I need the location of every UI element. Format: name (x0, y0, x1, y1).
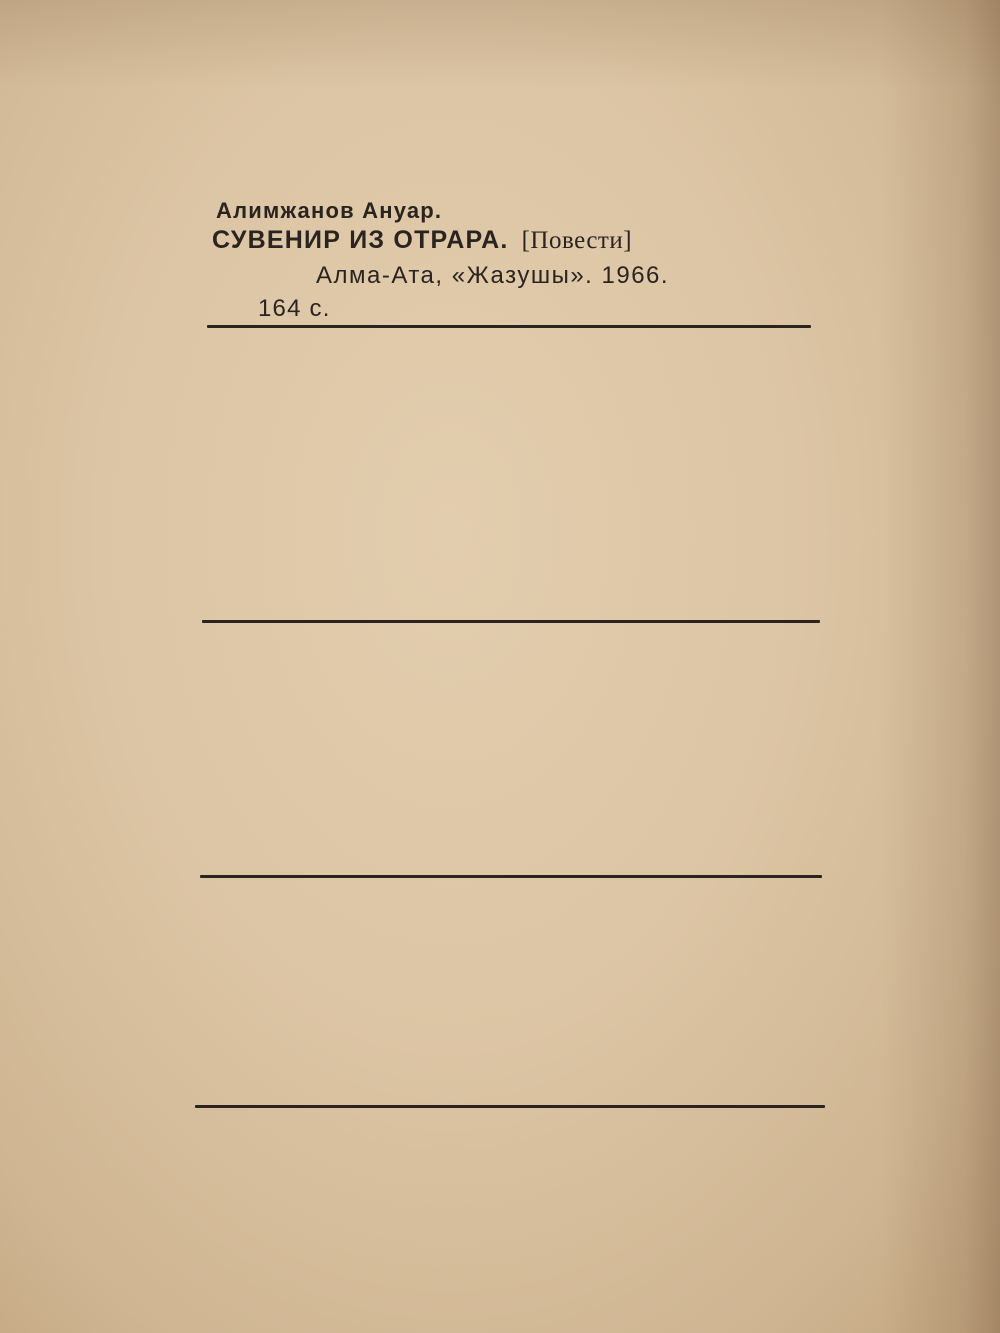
divider-3 (200, 875, 822, 878)
page-shadow-top (0, 0, 1000, 90)
divider-1 (207, 325, 811, 328)
imprint-line: Алма-Ата, «Жазушы». 1966. (316, 262, 670, 289)
page-shadow-right (880, 0, 1000, 1333)
book-genre: [Повести] (521, 227, 633, 254)
pages-line: 164 с. (258, 295, 331, 322)
book-title: СУВЕНИР ИЗ ОТРАРА. (212, 226, 509, 254)
author-line: Алимжанов Ануар. (216, 198, 443, 223)
divider-4 (195, 1105, 825, 1108)
divider-2 (202, 620, 820, 623)
title-line (212, 227, 632, 254)
